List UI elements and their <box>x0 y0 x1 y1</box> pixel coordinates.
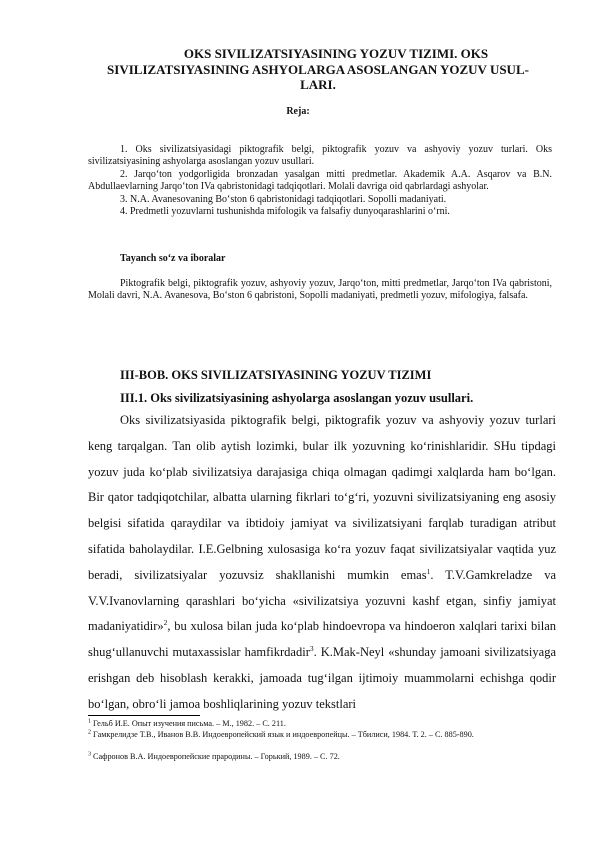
body-text: , bu xulosa bilan juda ko‘plab hindoevropa va hindoeron xalqlari tarixi bilan shug‘ullanuvchi mutaxassislar hamfikrdadir <box>88 619 556 660</box>
footnote-text: Сафронов В.А. Индоевропейские прародины. – Горький, 1989. – С. 72. <box>91 752 340 761</box>
plan-item: 3. N.A. Avanesovaning Bo‘ston 6 qabristonidagi tadqiqotlari. Sopolli madaniyati. <box>120 193 447 205</box>
body-text: . K.Mak-Neyl «shunday jamoani sivilizatsiyaga erishgan deb hisoblash kerakki, jamoada tug‘ilgan ijtimoiy muammolarni echishga qodir bo‘lgan, obro‘li jamoa boshliqlarining yozuv tekstlari <box>88 645 556 711</box>
body-paragraph <box>88 408 556 718</box>
footnote <box>88 719 556 729</box>
body-text: Oks sivilizatsiyasida piktografik belgi, piktografik yozuv va ashyoviy yozuv turlari keng tarqalgan. Tan olib aytish lozimki, bular ilk yozuvning ko‘rinishlaridir. SHu tipdagi yozuv juda ko‘plab sivilizatsiya darajasiga chiqa olmagan qadimgi xalqlarda ham bo‘lgan. Bir qator tadqiqotchilar, albatta ularning fikrlari to‘g‘ri, yozuvni sivilizatsiyaning eng asosiy belgisi sifatida qaraydilar va ibtidoiy jamiyat va sivilizatsiyani farqlab turadigan atribut sifatida baholaydilar. I.E.Gelbning xulosasiga ko‘ra yozuv faqat sivilizatsiyalar vaqtida yuz beradi, sivilizatsiyalar yozuvsiz shakllanishi mumkin emas <box>88 413 556 582</box>
keywords-text: Piktografik belgi, piktografik yozuv, ashyoviy yozuv, Jarqo‘ton, mitti predmetlar, Jarqo‘ton IVa qabristoni, Molali davri, N.A. Avanesova, Bo‘ston 6 qabristoni, Sopolli madaniyati, predmetli yozuv, mifologiya, falsafa. <box>88 278 552 302</box>
plan-label: Reja: <box>286 106 310 117</box>
footnote <box>88 752 556 762</box>
plan-item: 1. Oks sivilizatsiyasidagi piktografik belgi, piktografik yozuv va ashyoviy yozuv turlari. Oks sivilizatsiyasining ashyolarga asoslangan yozuv usullari. <box>88 144 552 168</box>
footnote-ref[interactable]: 1 <box>426 566 431 576</box>
body-text: . T.V.Gamkreladze va V.V.Ivanovlarning qarashlari bo‘yicha «sivilizatsiya yozuvni kashf etgan, sinfiy jamiyat madaniyatidir» <box>88 567 556 634</box>
footnote-divider <box>88 715 200 716</box>
plan-item: 2. Jarqo‘ton yodgorligida bronzadan yasalgan mitti predmetlar. Akademik A.A. Asqarov va B.N. Abdullaevlarning Jarqo‘ton IVa qabristonidagi tadqiqotlari. Molali davriga oid qabrlardagi ashyolar. <box>88 168 552 193</box>
footnote-number: 1 <box>88 718 91 725</box>
chapter-heading: III-BOB. OKS SIVILIZATSIYASINING YOZUV TIZIMI <box>120 368 432 382</box>
section-heading: III.1. Oks sivilizatsiyasining ashyolarga asoslangan yozuv usullari. <box>120 391 474 405</box>
footnote-ref[interactable]: 3 <box>309 644 314 654</box>
footnote-text: Гамкрелидзе Т.В., Иванов В.В. Индоевропейский язык и индоевропейцы. – Тбилиси, 1984. Т. 2. – С. 885-890. <box>91 730 474 739</box>
footnote-ref[interactable]: 2 <box>163 618 168 628</box>
footnote-text: Гельб И.Е. Опыт изучения письма. – М., 1982. – С. 211. <box>91 719 286 728</box>
title-line-1: OKS SIVILIZATSIYASINING YOZUV TIZIMI. OKS <box>183 46 489 61</box>
page-title <box>80 46 556 93</box>
footnote <box>88 730 556 740</box>
plan-list <box>88 144 552 218</box>
title-line-3: LARI. <box>300 77 336 92</box>
title-line-2: SIVILIZATSIYASINING ASHYOLARGA ASOSLANGAN YOZUV USUL- <box>107 61 529 77</box>
footnote-number: 2 <box>88 729 91 736</box>
plan-item: 4. Predmetli yozuvlarni tushunishda mifologik va falsafiy dunyoqarashlarini o‘rni. <box>120 206 450 218</box>
keywords-label: Tayanch so‘z va iboralar <box>120 253 226 264</box>
footnote-number: 3 <box>88 751 91 758</box>
